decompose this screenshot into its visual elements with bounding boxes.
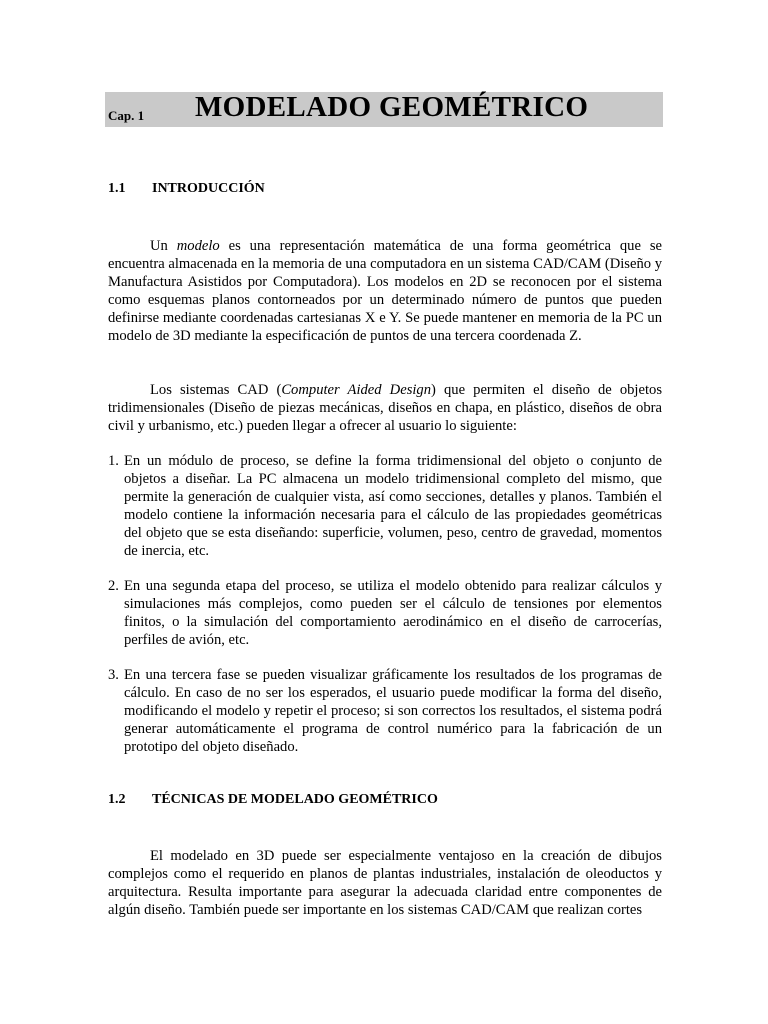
intro-p1-body: es una representación matemática de una forma geométrica que se encuentra almacenada en la memoria de una computadora en un sistema CAD/CAM (Diseño y Manufactura Asistidos por Computadora). Los modelos en 2D se reconocen por el sistema como esquemas planos contorneados por un determinado número de puntos que pueden definirse mediante coordenadas cartesianas X e Y. Se puede mantener en memoria de la PC un modelo de 3D mediante la especificación de puntos de una tercera coordenada Z. (108, 238, 662, 345)
list-marker: 1. (108, 453, 119, 469)
list-item-text: En una segunda etapa del proceso, se utiliza el modelo obtenido para realizar cálculos y simulaciones más complejos, como pueden ser el cálculo de tensiones por elementos finitos, o la simulación del comportamiento aerodinámico en el diseño de carrocerías, perfiles de avión, etc. (124, 578, 662, 649)
intro-p2-emphasis: Computer Aided Design (281, 382, 432, 398)
intro-paragraph-2 (108, 381, 662, 435)
list-item (108, 452, 662, 561)
intro-p1-lead: Un (150, 238, 168, 254)
list-marker: 3. (108, 667, 119, 683)
list-item-text: En una tercera fase se pueden visualizar gráficamente los resultados de los programas de cálculo. En caso de no ser los esperados, el usuario puede modificar la forma del diseño, modificando el modelo y repetir el proceso; si son correctos los resultados, el sistema podrá generar automáticamente el programa de control numérico para la fabricación de un prototipo del objeto diseñado. (124, 667, 662, 756)
section-title: INTRODUCCIÓN (152, 181, 265, 196)
intro-p1-emphasis: modelo (176, 238, 220, 254)
section2-p1-body: El modelado en 3D puede ser especialmente ventajoso en la creación de dibujos complejos como el requerido en planos de plantas industriales, instalación de oleoductos y arquitectura. Resulta importante para asegurar la adecuada claridad entre componentes de algún diseño. También puede ser importante en los sistemas CAD/CAM que realizan cortes (108, 848, 662, 919)
section-title: TÉCNICAS DE MODELADO GEOMÉTRICO (152, 792, 438, 807)
intro-p2-body: ) que permiten el diseño de objetos tridimensionales (Diseño de piezas mecánicas, diseños en chapa, en plástico, diseños de obra civil y urbanismo, etc.) pueden llegar a ofrecer al usuario lo siguiente: (108, 382, 662, 435)
list-marker: 2. (108, 578, 119, 594)
chapter-title: MODELADO GEOMÉTRICO (195, 91, 589, 123)
intro-p2-lead: Los sistemas CAD ( (150, 382, 282, 398)
list-item-text: En un módulo de proceso, se define la forma tridimensional del objeto o conjunto de objetos a diseñar. La PC almacena un modelo tridimensional completo del mismo, que permite la generación de cualquier vista, así como secciones, detalles y planos. También el modelo contiene la información necesaria para el cálculo de las propiedades geométricas del objeto que se esta diseñando: superficie, volumen, peso, centro de gravedad, momentos de inercia, etc. (124, 453, 662, 560)
chapter-label: Cap. 1 (108, 108, 145, 123)
list-item (108, 577, 662, 649)
section2-paragraph-1 (108, 847, 662, 919)
section-heading-introduccion (108, 181, 265, 197)
list-item (108, 666, 662, 756)
section-number: 1.2 (108, 792, 126, 807)
section-number: 1.1 (108, 181, 126, 196)
section-heading-tecnicas (108, 792, 438, 808)
intro-paragraph-1 (108, 237, 662, 346)
chapter-header-bar (105, 92, 663, 127)
